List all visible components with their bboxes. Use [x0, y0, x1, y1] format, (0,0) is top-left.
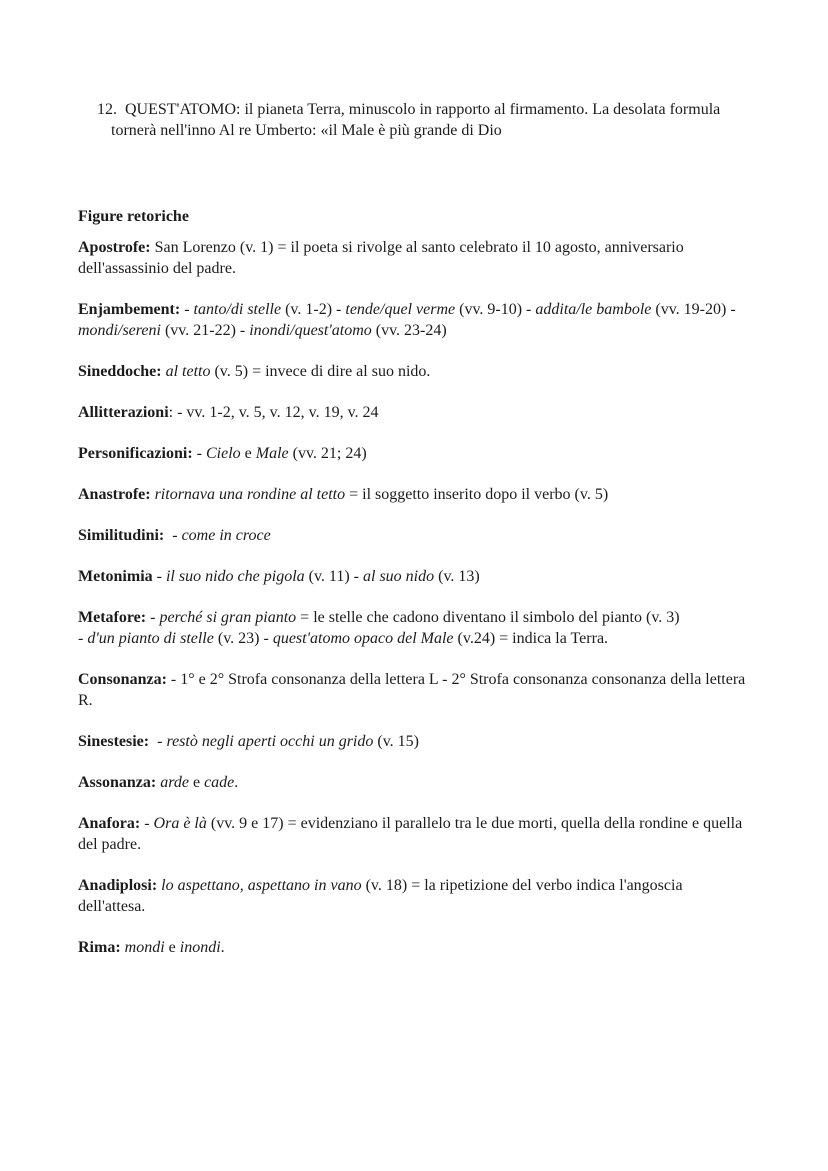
- text-run: d'un pianto di stelle: [87, 630, 214, 647]
- text-run: Ora è là: [153, 815, 207, 832]
- text-run: -: [146, 609, 160, 626]
- text-run: QUEST'ATOMO: il pianeta Terra, minuscolo in rapporto al firmamento. La desolata formula tornerà nell'inno Al re Umberto: «il Male è più grande di Dio: [111, 101, 721, 139]
- text-run: al suo nido: [363, 568, 435, 585]
- paragraph-consonanza: [78, 669, 752, 711]
- text-run: Allitterazioni: [78, 404, 169, 421]
- paragraph-assonanza: [78, 772, 752, 793]
- text-run: Metafore:: [78, 609, 147, 626]
- text-run: -: [78, 630, 88, 647]
- text-run: tanto/di stelle: [193, 301, 282, 318]
- text-run: mondi: [124, 939, 165, 956]
- text-run: Enjambement:: [78, 301, 181, 318]
- text-run: Consonanza:: [78, 671, 167, 688]
- text-run: (vv. 23-24): [371, 322, 447, 339]
- text-run: -: [140, 815, 154, 832]
- text-run: -: [152, 568, 166, 585]
- text-run: -: [164, 527, 182, 544]
- text-run: = il soggetto inserito dopo il verbo (v. 5): [345, 486, 609, 503]
- text-run: (vv. 21-22) -: [160, 322, 250, 339]
- paragraph-sinestesie: [78, 731, 752, 752]
- text-run: mondi/sereni: [78, 322, 161, 339]
- section-heading: Figure retoriche: [78, 208, 189, 225]
- paragraph-allitterazioni: [78, 402, 752, 423]
- text-run: e: [164, 939, 180, 956]
- text-run: Metonimia: [78, 568, 153, 585]
- text-run: Personificazioni:: [78, 445, 193, 462]
- text-run: -: [180, 301, 194, 318]
- text-run: -: [149, 733, 167, 750]
- paragraph-anadiplosi: [78, 875, 752, 917]
- text-run: Anadiplosi:: [78, 877, 158, 894]
- text-run: - 1° e 2° Strofa consonanza della lettera L - 2° Strofa consonanza consonanza della lettera R.: [78, 671, 746, 709]
- text-run: perché si gran pianto: [159, 609, 297, 626]
- text-run: Similitudini:: [78, 527, 165, 544]
- text-run: Cielo: [205, 445, 241, 462]
- text-run: Anastrofe:: [78, 486, 151, 503]
- text-run: = le stelle che cadono diventano il simbolo del pianto (v. 3): [296, 609, 680, 626]
- text-run: San Lorenzo (v. 1) = il poeta si rivolge al santo celebrato il 10 agosto, anniversario dell'assassinio del padre.: [78, 239, 684, 277]
- text-run: come in croce: [181, 527, 271, 544]
- text-run: Sinestesie:: [78, 733, 150, 750]
- text-run: (v. 13): [434, 568, 480, 585]
- paragraphs-container: [78, 237, 752, 958]
- text-run: : - vv. 1-2, v. 5, v. 12, v. 19, v. 24: [168, 404, 379, 421]
- text-run: (v. 15): [373, 733, 419, 750]
- paragraph-anafora: [78, 813, 752, 855]
- text-run: (vv. 9-10) -: [455, 301, 536, 318]
- paragraph-sineddoche: [78, 361, 752, 382]
- text-run: Anafora:: [78, 815, 141, 832]
- text-run: al tetto: [165, 363, 211, 380]
- text-run: (v. 1-2) -: [281, 301, 346, 318]
- paragraph-personificazioni: [78, 443, 752, 464]
- text-run: il suo nido che pigola: [165, 568, 305, 585]
- text-run: (v. 11) -: [304, 568, 363, 585]
- text-run: tende/quel verme: [345, 301, 456, 318]
- paragraph-rima: [78, 937, 752, 958]
- paragraph-metafore: [78, 607, 752, 649]
- text-run: Sineddoche:: [78, 363, 162, 380]
- text-run: Apostrofe:: [78, 239, 151, 256]
- text-run: ritornava una rondine al tetto: [154, 486, 346, 503]
- text-run: (vv. 9 e 17) = evidenziano il parallelo tra le due morti, quella della rondine e quella del padre.: [78, 815, 743, 853]
- text-run: -: [192, 445, 206, 462]
- text-run: restò negli aperti occhi un grido: [166, 733, 374, 750]
- paragraph-enjambement: [78, 299, 752, 341]
- text-run: (v. 23) -: [213, 630, 273, 647]
- text-run: lo aspettano, aspettano in vano: [161, 877, 362, 894]
- text-run: (v. 18) = la ripetizione del verbo indica l'angoscia dell'attesa.: [78, 877, 683, 915]
- text-run: Rima:: [78, 939, 121, 956]
- text-run: e: [188, 774, 205, 791]
- text-run: addita/le bambole: [535, 301, 652, 318]
- text-run: .: [220, 939, 225, 956]
- text-run: e: [240, 445, 256, 462]
- list-item-number: 12.: [97, 101, 117, 118]
- text-run: quest'atomo opaco del Male: [272, 630, 454, 647]
- paragraph-anastrofe: [78, 484, 752, 505]
- text-run: cade: [204, 774, 235, 791]
- paragraph-apostrofe: [78, 237, 752, 279]
- text-run: inondi/quest'atomo: [249, 322, 372, 339]
- text-run: inondi: [179, 939, 221, 956]
- text-run: (vv. 21; 24): [288, 445, 367, 462]
- text-run: (vv. 19-20) -: [651, 301, 736, 318]
- text-run: Male: [255, 445, 289, 462]
- text-run: (v.24) = indica la Terra.: [453, 630, 609, 647]
- list-item-text: [111, 101, 720, 139]
- text-run: .: [234, 774, 239, 791]
- numbered-list-item: [78, 99, 752, 141]
- text-run: Assonanza:: [78, 774, 157, 791]
- text-run: arde: [160, 774, 189, 791]
- paragraph-similitudini: [78, 525, 752, 546]
- paragraph-metonimia: [78, 566, 752, 587]
- text-run: (v. 5) = invece di dire al suo nido.: [210, 363, 431, 380]
